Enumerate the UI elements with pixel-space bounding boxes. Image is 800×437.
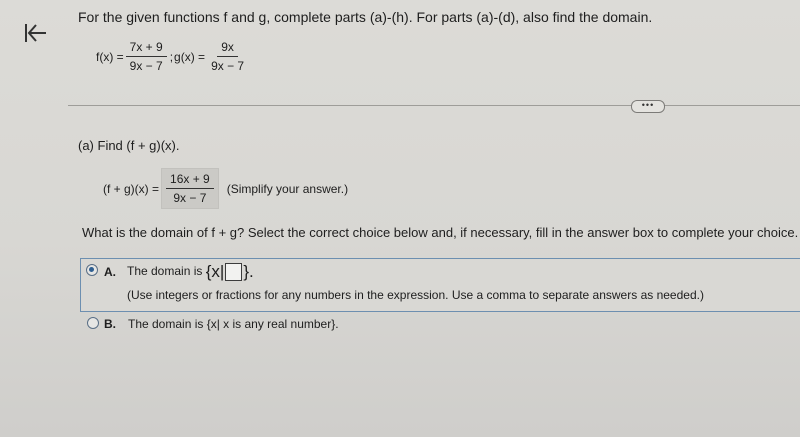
f-denominator: 9x − 7: [129, 59, 163, 73]
part-a-title: (a) Find (f + g)(x).: [78, 138, 180, 153]
answer-numerator: 16x + 9: [166, 172, 214, 189]
answer-label: (f + g)(x) =: [103, 181, 160, 196]
choice-a-text: [127, 262, 254, 282]
part-a-answer-row: [103, 168, 348, 209]
g-numerator: 9x: [217, 40, 238, 57]
f-fraction: [126, 40, 167, 73]
choice-b-radio[interactable]: [87, 317, 99, 329]
more-options-button[interactable]: •••: [631, 100, 665, 113]
set-open: {x|: [205, 262, 225, 281]
domain-question: What is the domain of f + g? Select the correct choice below and, if necessary, fill in the answer box to complete your choice.: [82, 225, 799, 240]
g-label: g(x) =: [174, 49, 206, 64]
question-instructions: For the given functions f and g, complete parts (a)-(h). For parts (a)-(d), also find the domain.: [78, 9, 653, 25]
choice-a-hint: (Use integers or fractions for any numbers in the expression. Use a comma to separate answers as needed.): [127, 288, 704, 302]
g-denominator: 9x − 7: [211, 59, 245, 73]
f-numerator: 7x + 9: [126, 40, 167, 57]
choice-a-prefix: The domain is: [127, 264, 203, 279]
function-separator: ;: [169, 49, 174, 64]
collapse-back-button[interactable]: [20, 20, 50, 46]
choice-b-text: The domain is {x| x is any real number}.: [128, 317, 339, 331]
choice-a-letter: A.: [104, 265, 116, 279]
section-divider: [68, 105, 800, 106]
answer-denominator: 9x − 7: [173, 191, 207, 205]
choice-a-radio[interactable]: [86, 264, 98, 276]
domain-answer-input[interactable]: [225, 263, 242, 281]
answer-fraction-box[interactable]: [161, 168, 219, 209]
arrow-left-bar-icon: [20, 20, 50, 46]
function-definitions: [96, 40, 250, 73]
f-label: f(x) =: [96, 49, 124, 64]
choice-b-letter: B.: [104, 317, 116, 331]
set-close: }.: [243, 262, 254, 281]
simplify-note: (Simplify your answer.): [226, 181, 349, 196]
g-fraction: [207, 40, 248, 73]
